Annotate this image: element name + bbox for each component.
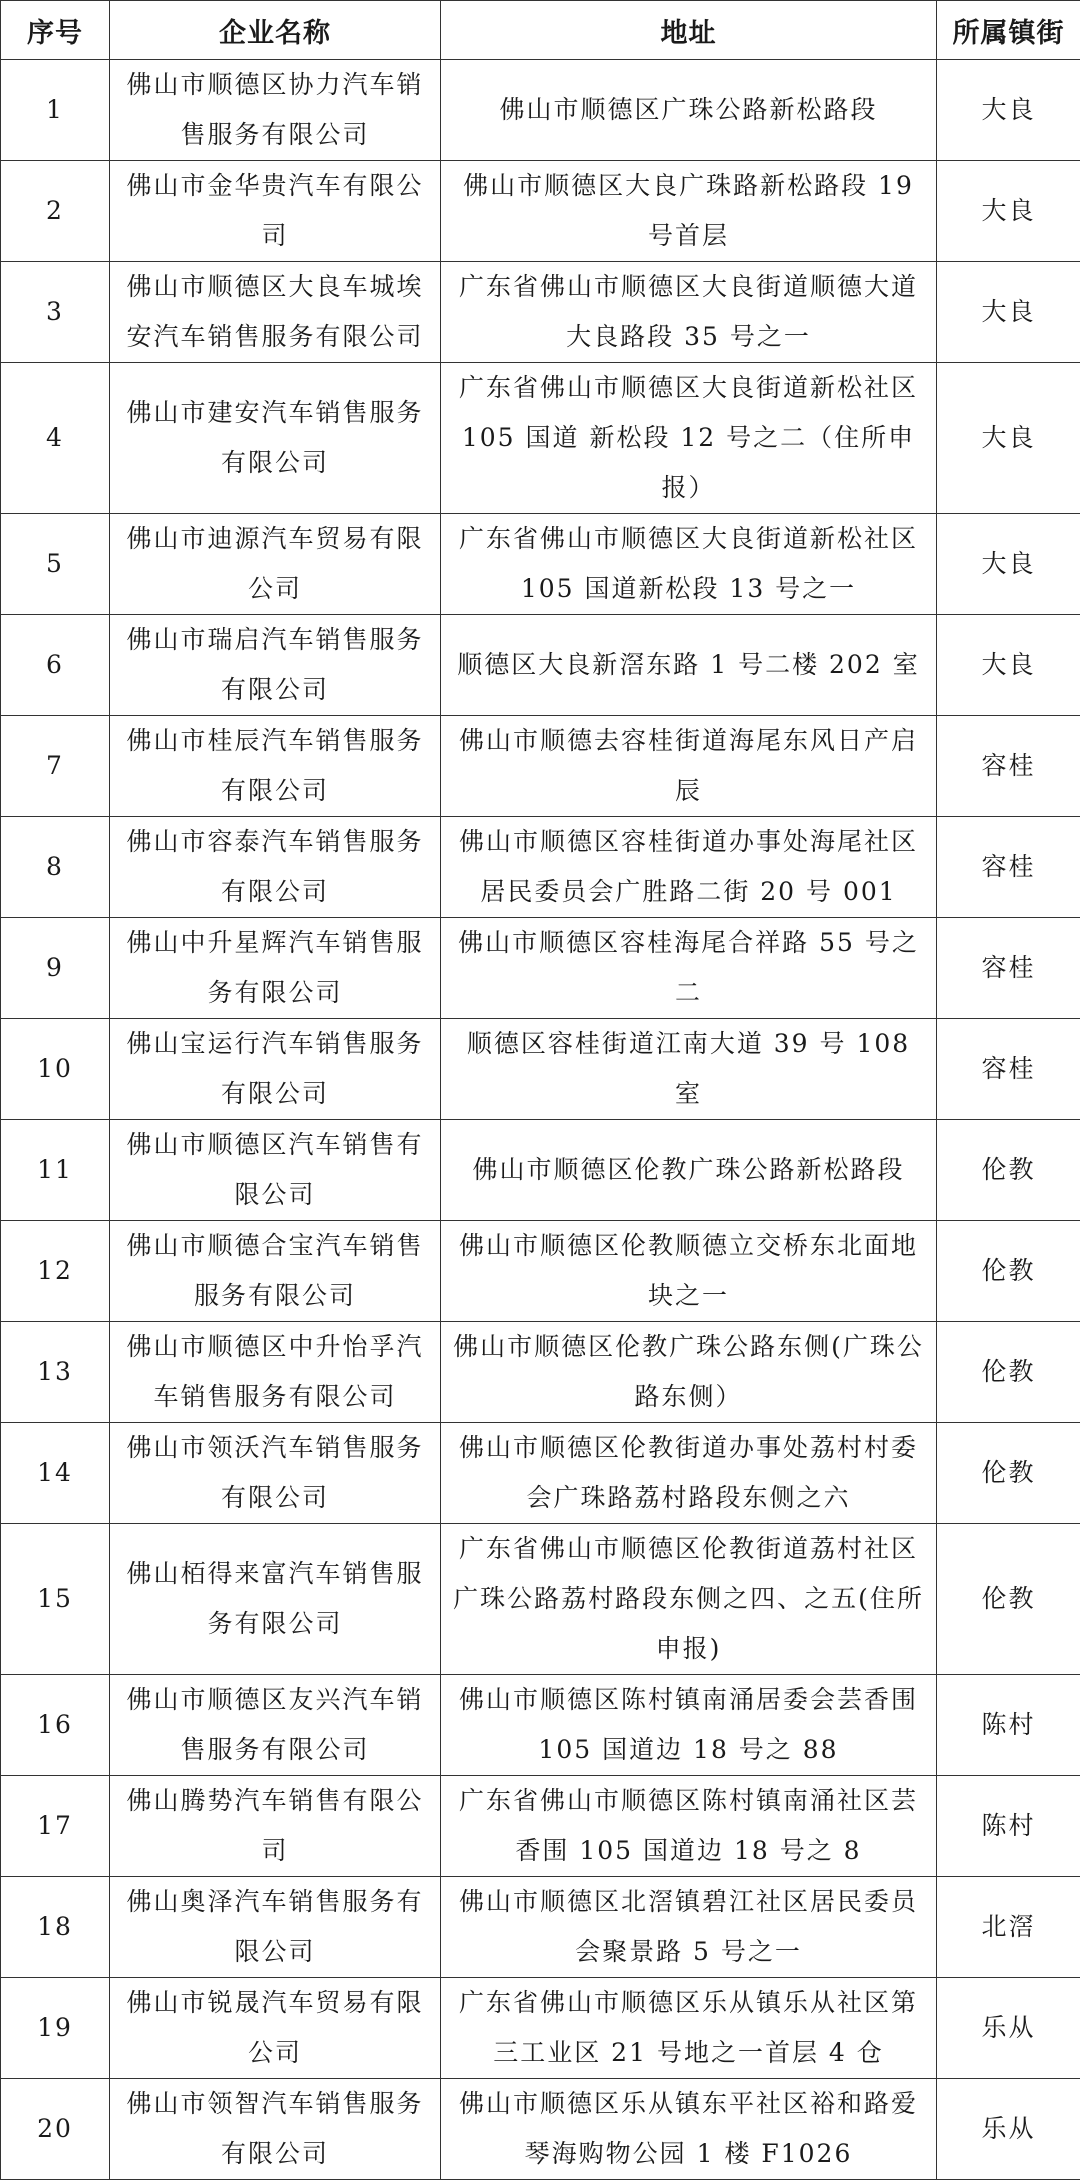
cell-town: 容桂 (937, 817, 1080, 918)
cell-company-name: 佛山市桂辰汽车销售服务有限公司 (110, 716, 441, 817)
cell-town: 北滘 (937, 1877, 1080, 1978)
cell-address: 佛山市顺德区伦教街道办事处荔村村委会广珠路荔村路段东侧之六 (441, 1423, 937, 1524)
cell-company-name: 佛山市迪源汽车贸易有限公司 (110, 514, 441, 615)
cell-town: 乐从 (937, 2079, 1080, 2180)
cell-town: 伦教 (937, 1221, 1080, 1322)
header-town: 所属镇街 (937, 1, 1080, 60)
cell-town: 大良 (937, 60, 1080, 161)
cell-company-name: 佛山奥泽汽车销售服务有限公司 (110, 1877, 441, 1978)
cell-address: 佛山市顺德区广珠公路新松路段 (441, 60, 937, 161)
cell-seq: 8 (1, 817, 110, 918)
cell-company-name: 佛山市建安汽车销售服务有限公司 (110, 363, 441, 514)
cell-seq: 12 (1, 1221, 110, 1322)
header-seq: 序号 (1, 1, 110, 60)
table-row (1, 1877, 1080, 1978)
cell-seq: 4 (1, 363, 110, 514)
cell-company-name: 佛山市金华贵汽车有限公司 (110, 161, 441, 262)
table-row (1, 1322, 1080, 1423)
cell-town: 乐从 (937, 1978, 1080, 2079)
cell-address: 佛山市顺德区容桂海尾合祥路 55 号之二 (441, 918, 937, 1019)
table-row (1, 817, 1080, 918)
cell-seq: 9 (1, 918, 110, 1019)
table-row (1, 918, 1080, 1019)
cell-seq: 5 (1, 514, 110, 615)
cell-address: 广东省佛山市顺德区伦教街道荔村社区广珠公路荔村路段东侧之四、之五(住所申报) (441, 1524, 937, 1675)
cell-address: 佛山市顺德区伦教广珠公路新松路段 (441, 1120, 937, 1221)
table-row (1, 161, 1080, 262)
cell-seq: 11 (1, 1120, 110, 1221)
cell-company-name: 佛山市瑞启汽车销售服务有限公司 (110, 615, 441, 716)
cell-seq: 18 (1, 1877, 110, 1978)
table-header (1, 1, 1080, 60)
header-row (1, 1, 1080, 60)
table-row (1, 716, 1080, 817)
cell-address: 广东省佛山市顺德区大良街道新松社区 105 国道 新松段 12 号之二（住所申报） (441, 363, 937, 514)
table-row (1, 615, 1080, 716)
header-company-name: 企业名称 (110, 1, 441, 60)
cell-company-name: 佛山栢得来富汽车销售服务有限公司 (110, 1524, 441, 1675)
cell-address: 佛山市顺德区大良广珠路新松路段 19 号首层 (441, 161, 937, 262)
cell-company-name: 佛山市顺德区协力汽车销售服务有限公司 (110, 60, 441, 161)
cell-seq: 13 (1, 1322, 110, 1423)
cell-town: 伦教 (937, 1423, 1080, 1524)
cell-seq: 20 (1, 2079, 110, 2180)
cell-town: 大良 (937, 262, 1080, 363)
cell-address: 广东省佛山市顺德区大良街道新松社区 105 国道新松段 13 号之一 (441, 514, 937, 615)
cell-seq: 19 (1, 1978, 110, 2079)
cell-town: 陈村 (937, 1675, 1080, 1776)
cell-company-name: 佛山市领智汽车销售服务有限公司 (110, 2079, 441, 2180)
table-row (1, 514, 1080, 615)
cell-town: 容桂 (937, 716, 1080, 817)
cell-company-name: 佛山市顺德区中升怡孚汽车销售服务有限公司 (110, 1322, 441, 1423)
table-row (1, 262, 1080, 363)
cell-town: 大良 (937, 514, 1080, 615)
table-row (1, 1524, 1080, 1675)
cell-company-name: 佛山宝运行汽车销售服务有限公司 (110, 1019, 441, 1120)
cell-town: 容桂 (937, 918, 1080, 1019)
table-row (1, 60, 1080, 161)
table-row (1, 1675, 1080, 1776)
cell-company-name: 佛山市锐晟汽车贸易有限公司 (110, 1978, 441, 2079)
cell-address: 广东省佛山市顺德区陈村镇南涌社区芸香围 105 国道边 18 号之 8 (441, 1776, 937, 1877)
table-row (1, 1221, 1080, 1322)
cell-town: 伦教 (937, 1120, 1080, 1221)
cell-company-name: 佛山市顺德区友兴汽车销售服务有限公司 (110, 1675, 441, 1776)
table-row (1, 1776, 1080, 1877)
cell-address: 顺德区大良新滘东路 1 号二楼 202 室 (441, 615, 937, 716)
cell-town: 伦教 (937, 1322, 1080, 1423)
cell-company-name: 佛山腾势汽车销售有限公司 (110, 1776, 441, 1877)
cell-address: 佛山市顺德区北滘镇碧江社区居民委员会聚景路 5 号之一 (441, 1877, 937, 1978)
cell-town: 容桂 (937, 1019, 1080, 1120)
cell-company-name: 佛山中升星辉汽车销售服务有限公司 (110, 918, 441, 1019)
cell-seq: 15 (1, 1524, 110, 1675)
cell-seq: 14 (1, 1423, 110, 1524)
cell-address: 顺德区容桂街道江南大道 39 号 108 室 (441, 1019, 937, 1120)
table-body (1, 60, 1080, 2180)
cell-seq: 3 (1, 262, 110, 363)
cell-address: 佛山市顺德区陈村镇南涌居委会芸香围 105 国道边 18 号之 88 (441, 1675, 937, 1776)
table-row (1, 363, 1080, 514)
cell-seq: 2 (1, 161, 110, 262)
cell-address: 佛山市顺德区乐从镇东平社区裕和路爱琴海购物公园 1 楼 F1026 (441, 2079, 937, 2180)
cell-address: 佛山市顺德区伦教广珠公路东侧(广珠公路东侧） (441, 1322, 937, 1423)
table-row (1, 1978, 1080, 2079)
cell-seq: 1 (1, 60, 110, 161)
cell-town: 大良 (937, 161, 1080, 262)
cell-seq: 6 (1, 615, 110, 716)
cell-address: 佛山市顺德去容桂街道海尾东风日产启辰 (441, 716, 937, 817)
cell-town: 伦教 (937, 1524, 1080, 1675)
cell-town: 大良 (937, 615, 1080, 716)
table-row (1, 1423, 1080, 1524)
table-row (1, 2079, 1080, 2180)
header-address: 地址 (441, 1, 937, 60)
cell-address: 广东省佛山市顺德区大良街道顺德大道大良路段 35 号之一 (441, 262, 937, 363)
cell-company-name: 佛山市顺德合宝汽车销售服务有限公司 (110, 1221, 441, 1322)
cell-seq: 10 (1, 1019, 110, 1120)
cell-company-name: 佛山市领沃汽车销售服务有限公司 (110, 1423, 441, 1524)
cell-seq: 16 (1, 1675, 110, 1776)
cell-address: 广东省佛山市顺德区乐从镇乐从社区第三工业区 21 号地之一首层 4 仓 (441, 1978, 937, 2079)
table-row (1, 1120, 1080, 1221)
cell-seq: 7 (1, 716, 110, 817)
cell-seq: 17 (1, 1776, 110, 1877)
cell-town: 大良 (937, 363, 1080, 514)
cell-address: 佛山市顺德区容桂街道办事处海尾社区居民委员会广胜路二街 20 号 001 (441, 817, 937, 918)
table-row (1, 1019, 1080, 1120)
cell-company-name: 佛山市容泰汽车销售服务有限公司 (110, 817, 441, 918)
cell-company-name: 佛山市顺德区大良车城埃安汽车销售服务有限公司 (110, 262, 441, 363)
cell-address: 佛山市顺德区伦教顺德立交桥东北面地块之一 (441, 1221, 937, 1322)
cell-town: 陈村 (937, 1776, 1080, 1877)
cell-company-name: 佛山市顺德区汽车销售有限公司 (110, 1120, 441, 1221)
